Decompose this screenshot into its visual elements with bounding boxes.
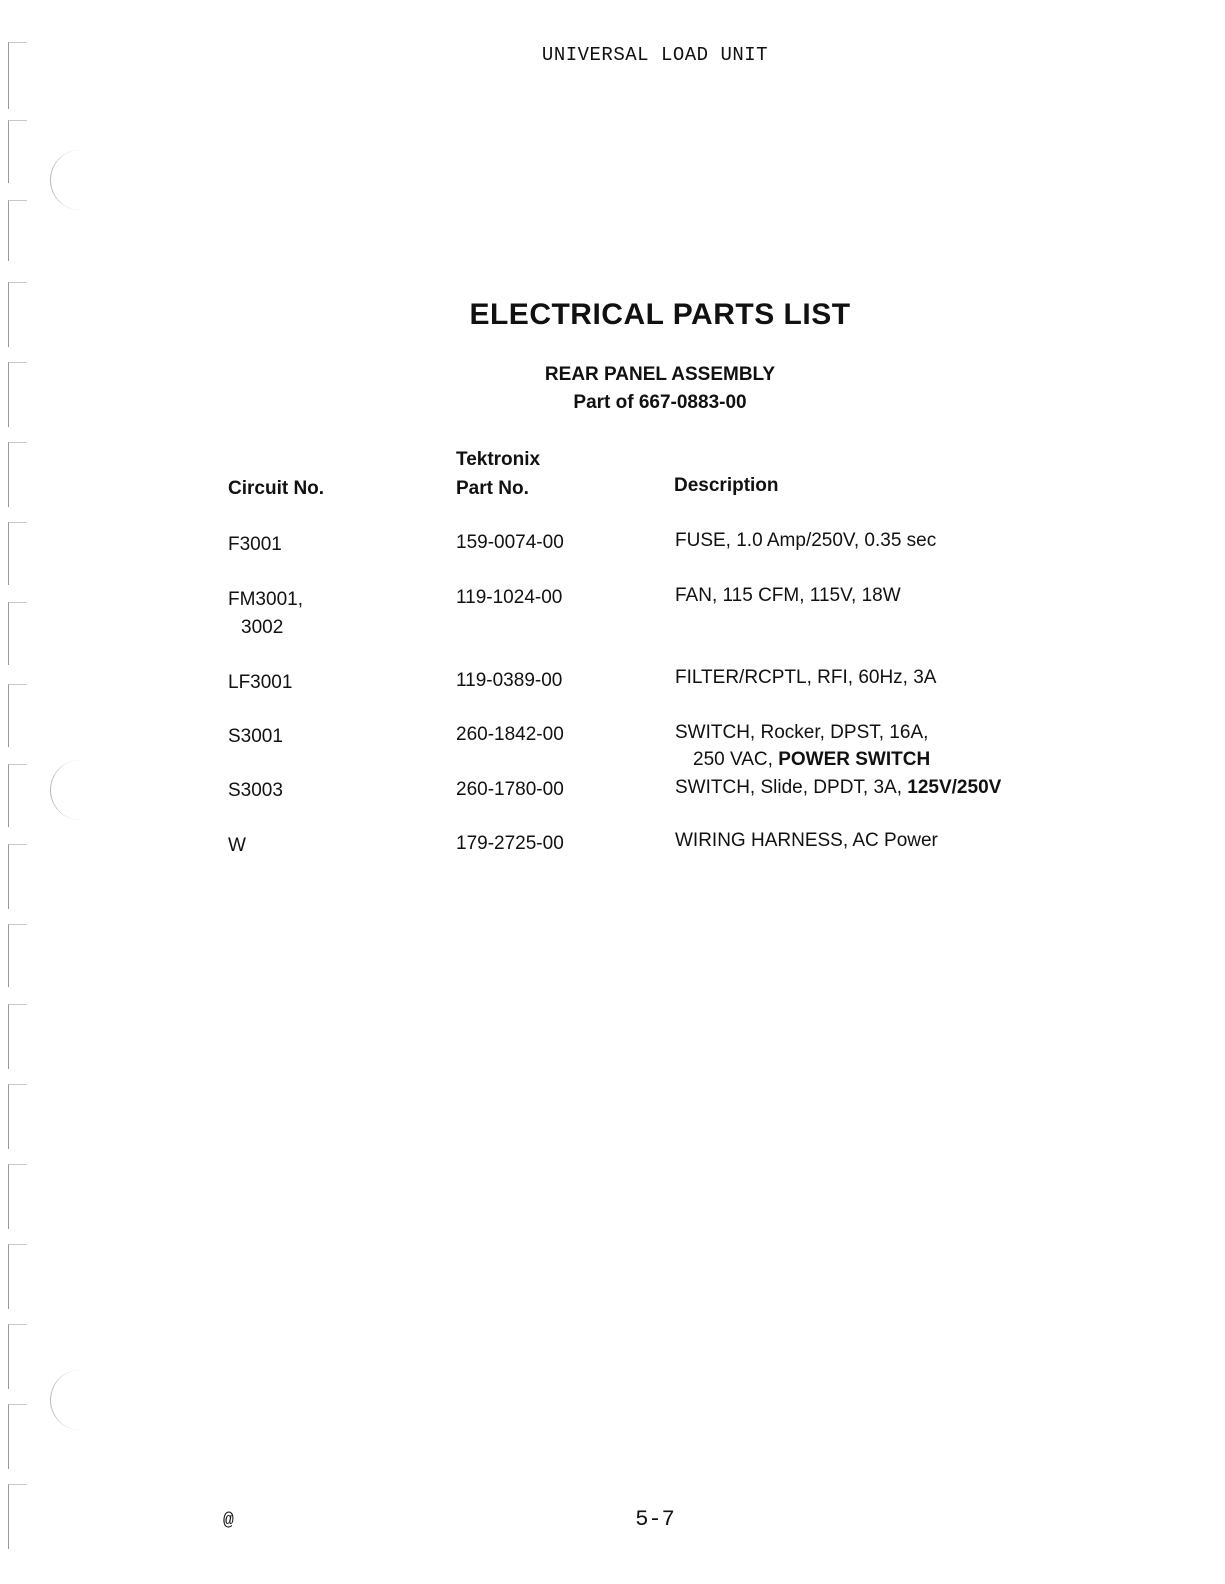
column-header-circuit: Circuit No.	[228, 478, 325, 499]
description: SWITCH, Rocker, DPST, 16A,	[675, 722, 929, 743]
page-number: 5-7	[635, 1507, 675, 1532]
circuit-number: FM3001,	[228, 589, 303, 610]
part-number: 119-1024-00	[456, 587, 563, 608]
part-number: 260-1842-00	[456, 724, 564, 745]
section-subtitle: Part of 667-0883-00	[573, 392, 747, 413]
part-number: 179-2725-00	[456, 833, 564, 854]
description: WIRING HARNESS, AC Power	[675, 830, 938, 851]
document-header: UNIVERSAL LOAD UNIT	[541, 44, 769, 66]
description-emphasis: 125V/250V	[907, 777, 1002, 798]
section-title: REAR PANEL ASSEMBLY	[544, 364, 776, 385]
description: SWITCH, Slide, DPDT, 3A, 125V/250V	[675, 777, 1002, 798]
column-header-tek-line1: Tektronix	[456, 449, 541, 470]
part-number: 119-0389-00	[456, 670, 563, 691]
description-emphasis: POWER SWITCH	[778, 749, 931, 770]
footer-mark: @	[223, 1511, 234, 1531]
description: FUSE, 1.0 Amp/250V, 0.35 sec	[675, 530, 937, 551]
column-header-tek-line2: Part No.	[456, 478, 529, 499]
part-number: 159-0074-00	[456, 532, 564, 553]
circuit-number: F3001	[228, 534, 282, 555]
circuit-number: S3003	[228, 780, 283, 801]
description-continued: 250 VAC, POWER SWITCH	[693, 749, 931, 770]
part-number: 260-1780-00	[456, 779, 564, 800]
circuit-number: S3001	[228, 726, 283, 747]
circuit-number-continued: 3002	[241, 617, 284, 638]
circuit-number: W	[228, 835, 246, 856]
page-title: ELECTRICAL PARTS LIST	[469, 298, 851, 331]
description: FAN, 115 CFM, 115V, 18W	[675, 585, 901, 606]
circuit-number: LF3001	[228, 672, 293, 693]
column-header-description: Description	[674, 475, 779, 496]
description: FILTER/RCPTL, RFI, 60Hz, 3A	[675, 667, 937, 688]
